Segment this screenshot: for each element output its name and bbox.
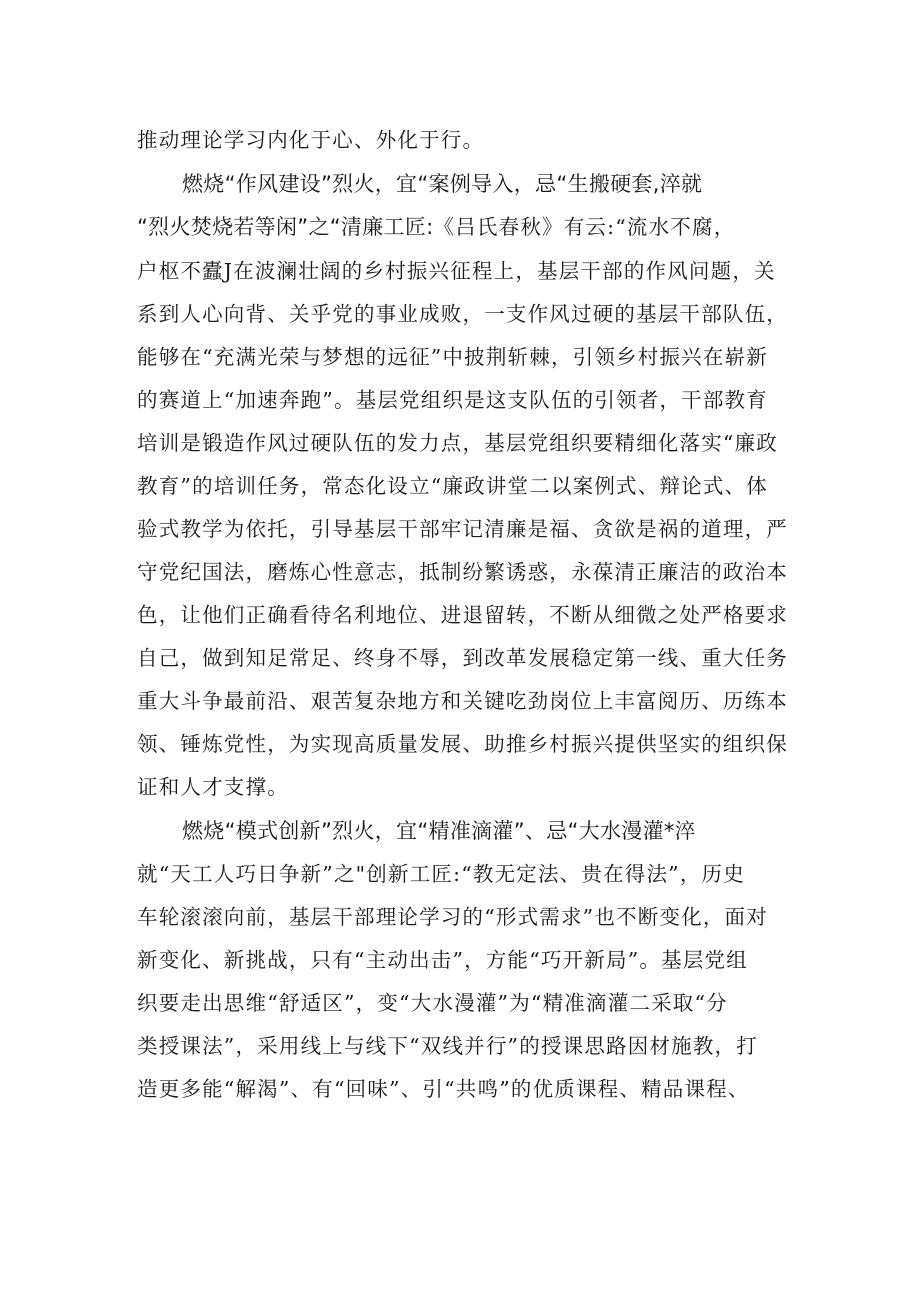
text-line-4: 户枢不蠹J在波澜壮阔的乡村振兴征程上，基层干部的作风问题，关: [137, 259, 776, 283]
quote-lvshi-chunqiu: 《吕氏春秋》有云:“流水不腐，: [433, 215, 736, 239]
heading-continuation: 淬: [674, 819, 697, 843]
section-heading-mode-innovation: 燃烧“模式创新”烈火，宜“精准滴灌”、忌“大水漫灌*: [182, 819, 675, 843]
text-line-11: 守党纪国法，磨炼心性意志，抵制纷繁诱惑，永葆清正廉洁的政治本: [137, 560, 788, 584]
section-heading-work-style: 燃烧“作风建设”烈火，宜“案例导入，忌“生搬硬套,淬就: [182, 172, 703, 196]
text-line-1: 推动理论学习内化于心、外化于行。: [137, 128, 485, 152]
text-line-19: 车轮滚滚向前，基层干部理论学习的“形式需求”也不断变化，面对: [137, 905, 768, 929]
text-line-22: 类授课法”，采用线上与线下“双线并行”的授课思路因材施教，打: [137, 1034, 758, 1058]
section-heading-clean-craftsman: “烈火焚烧若等闲”之“清廉工匠:: [137, 215, 434, 239]
text-line-20: 新变化、新挑战，只有“主动出击”，方能“巧开新局”。基层党组: [137, 948, 748, 972]
text-line-6: 能够在“充满光荣与梦想的远征”中披荆斩棘，引领乡村振兴在崭新: [137, 345, 768, 369]
text-line-18: 就“天工人巧日争新”之"创新工匠:“教无定法、贵在得法”，历史: [137, 862, 745, 886]
text-line-12: 色，让他们正确看待名利地位、进退留转，不断从细微之处严格要求: [137, 603, 788, 627]
text-line-23: 造更多能“解渴”、有“回味”、引“共鸣”的优质课程、精品课程、: [137, 1077, 750, 1101]
text-line-7: 的赛道上“加速奔跑”。基层党组织是这支队伍的引领者，干部教育: [137, 388, 768, 412]
text-line-5: 系到人心向背、关乎党的事业成败，一支作风过硬的基层干部队伍，: [137, 302, 788, 326]
text-line-16: 证和人才支撑。: [137, 775, 289, 799]
text-line-10: 验式教学为依托，引导基层干部牢记清廉是福、贪欲是祸的道理，严: [137, 517, 788, 541]
text-line-13: 自己，做到知足常足、终身不辱，到改革发展稳定第一线、重大任务: [137, 646, 788, 670]
text-line-9: 教育”的培训任务，常态化设立“廉政讲堂二以案例式、辩论式、体: [137, 474, 768, 498]
text-line-8: 培训是锻造作风过硬队伍的发力点，基层党组织要精细化落实“廉政: [137, 431, 778, 455]
text-line-3: [137, 212, 797, 242]
text-line-17: [182, 816, 797, 846]
text-line-21: 织要走出思维“舒适区”，变“大水漫灌”为“精准滴灌二采取“分: [137, 991, 728, 1015]
text-line-15: 领、锤炼党性，为实现高质量发展、助推乡村振兴提供坚实的组织保: [137, 732, 788, 756]
text-line-14: 重大斗争最前沿、艰苦复杂地方和关键吃劲岗位上丰富阅历、历练本: [137, 689, 788, 713]
